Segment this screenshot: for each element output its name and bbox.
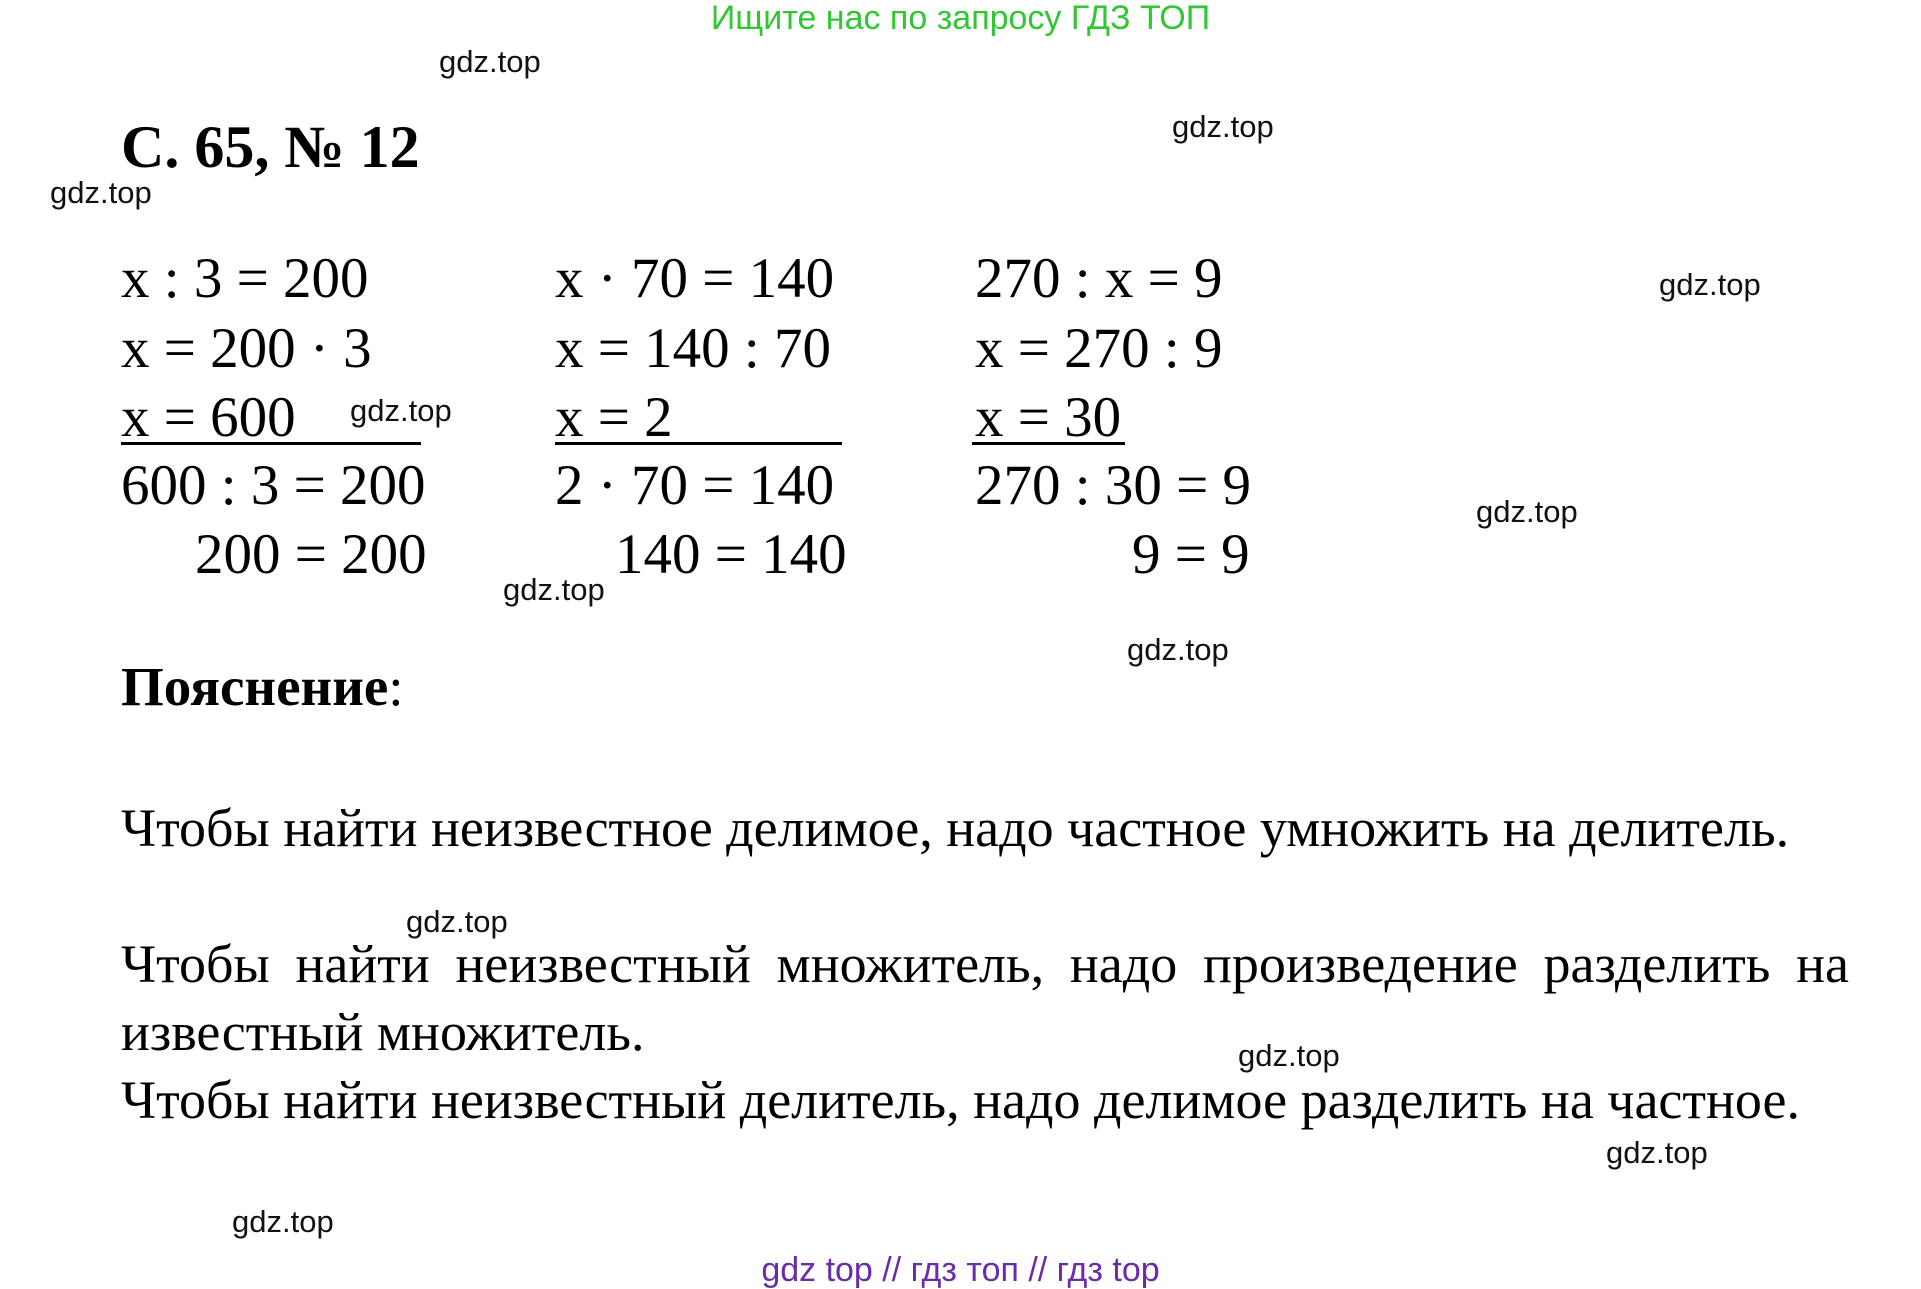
equation-2-line-2: x = 140 : 70 xyxy=(555,317,831,380)
footer-links: gdz top // гдз топ // гдз top xyxy=(761,1251,1160,1289)
watermark: gdz.top xyxy=(1606,1135,1708,1170)
watermark: gdz.top xyxy=(350,393,452,428)
explanation-paragraph-1: Чтобы найти неизвестное делимое, надо частное умножить на делитель. xyxy=(121,798,1790,858)
watermark: gdz.top xyxy=(1238,1038,1340,1073)
explanation-heading-label: Пояснение xyxy=(121,656,389,717)
equation-2-check: 2 · 70 = 140 xyxy=(555,454,835,517)
equation-2-check-result: 140 = 140 xyxy=(615,523,847,586)
explanation-paragraph-2: Чтобы найти неизвестный множитель, надо произведение разделить на известный множитель. xyxy=(121,934,1849,1062)
watermark: gdz.top xyxy=(1127,632,1229,667)
equation-1-check-result: 200 = 200 xyxy=(195,523,427,586)
equation-3-check: 270 : 30 = 9 xyxy=(975,454,1251,517)
search-banner: Ищите нас по запросу ГДЗ ТОП xyxy=(710,0,1211,37)
equation-1-line-1: x : 3 = 200 xyxy=(121,247,369,310)
watermark: gdz.top xyxy=(439,44,541,79)
equation-3-line-1: 270 : x = 9 xyxy=(975,247,1223,310)
explanation-paragraph-3: Чтобы найти неизвестный делитель, надо делимое разделить на частное. xyxy=(121,1070,1801,1130)
equation-1-line-2: x = 200 · 3 xyxy=(121,317,372,380)
equation-2-result: x = 2 xyxy=(555,386,673,449)
watermark: gdz.top xyxy=(406,904,508,939)
watermark: gdz.top xyxy=(1659,267,1761,302)
equation-3-check-result: 9 = 9 xyxy=(1132,523,1250,586)
equation-2-underline xyxy=(555,442,842,445)
watermark: gdz.top xyxy=(50,175,152,210)
equation-3-line-2: x = 270 : 9 xyxy=(975,317,1223,380)
equation-1-result: x = 600 xyxy=(121,386,296,449)
equation-2-line-1: x · 70 = 140 xyxy=(555,247,835,310)
equation-1-check: 600 : 3 = 200 xyxy=(121,454,426,517)
equation-3-underline xyxy=(972,442,1125,445)
watermark: gdz.top xyxy=(232,1204,334,1239)
watermark: gdz.top xyxy=(1476,494,1578,529)
explanation-heading xyxy=(121,654,404,720)
explanation-heading-colon: : xyxy=(388,656,404,717)
page-title: С. 65, № 12 xyxy=(121,114,420,180)
equation-1-underline xyxy=(121,442,421,445)
watermark: gdz.top xyxy=(1172,109,1274,144)
equation-3-result: x = 30 xyxy=(975,386,1122,449)
watermark: gdz.top xyxy=(503,572,605,607)
